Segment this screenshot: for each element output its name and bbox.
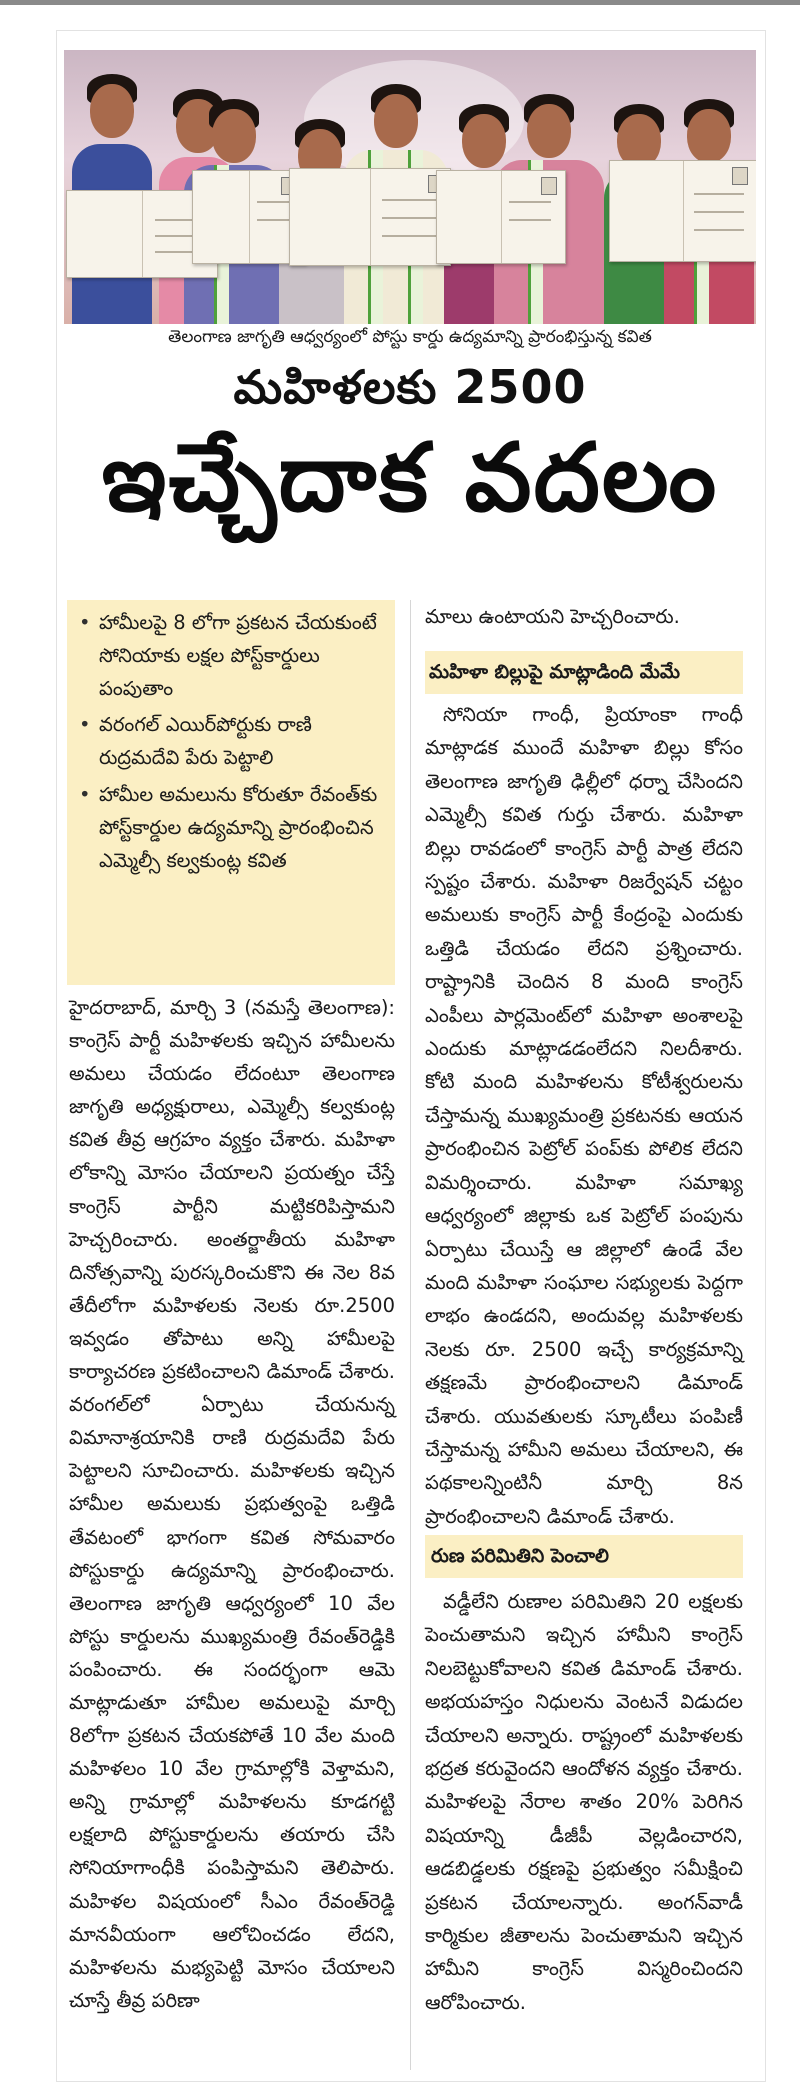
subheading-women-bill: మహిళా బిల్లుపై మాట్లాడింది మేమే bbox=[425, 651, 743, 694]
bullet-icon: • bbox=[79, 783, 91, 806]
highlight-text: హామీలపై 8 లోగా ప్రకటన చేయకుంటే సోనియాకు లక్షల పోస్ట్‌కార్డులు పంపుతాం bbox=[99, 611, 377, 700]
photo-caption: తెలంగాణ జాగృతి ఆధ్వర్యంలో పోస్టు కార్డు ఉద్యమాన్ని ప్రారంభిస్తున్న కవిత bbox=[168, 327, 652, 347]
highlight-text: హామీల అమలును కోరుతూ రేవంత్‌కు పోస్ట్‌కార్డుల ఉద్యమాన్ని ప్రారంభించిన ఎమ్మెల్సీ కల్వకుంట్ల కవిత bbox=[99, 783, 378, 872]
postcard-held bbox=[436, 170, 566, 264]
top-rule bbox=[0, 0, 800, 5]
article-body-left: హైదరాబాద్, మార్చి 3 (నమస్తే తెలంగాణ): కాంగ్రెస్ పార్టీ మహిళలకు ఇచ్చిన హామీలను అమలు చేయడం లేదంటూ తెలంగాణ జాగృతి అధ్యక్షురాలు, ఎమ్మెల్సీ కల్వకుంట్ల కవిత తీవ్ర ఆగ్రహం వ్యక్తం చేశారు. మహిళా లోకాన్ని మోసం చేయాలని ప్రయత్నం చేస్తే కాంగ్రెస్ పార్టీని మట్టికరిపిస్తామని హెచ్చరించారు. అంతర్జాతీయ మహిళా దినోత్సవాన్ని పురస్కరించుకొని ఈ నెల 8వ తేదీలోగా మహిళలకు నెలకు రూ.2500 ఇవ్వడం తోపాటు అన్ని హామీలపై కార్యాచరణ ప్రకటించాలని డిమాండ్ చేశారు. వరంగల్‌లో ఏర్పాటు చేయనున్న విమానాశ్రయానికి రాణి రుద్రమదేవి పేరు పెట్టాలని సూచించారు. మహిళలకు ఇచ్చిన హామీల అమలుకు ప్రభుత్వంపై ఒత్తిడి తేవటంలో భాగంగా కవిత సోమవారం పోస్టుకార్డు ఉద్యమాన్ని ప్రారంభించారు. తెలంగాణ జాగృతి ఆధ్వర్యంలో 10 వేల పోస్టు కార్డులను ముఖ్యమంత్రి రేవంత్‌రెడ్డికి పంపించారు. ఈ సందర్భంగా ఆమె మాట్లాడుతూ హామీల అమలుపై మార్చి 8లోగా ప్రకటన చేయకపోతే 10 వేల మంది మహిళలం 10 వేల గ్రామాల్లోకి వెళ్తామని, అన్ని గ్రామాల్లో మహిళలను కూడగట్టి లక్షలాది పోస్టుకార్డులను తయారు చేసి సోనియాగాంధీకి పంపిస్తామని తెలిపారు. మహిళల విషయంలో సీఎం రేవంత్‌రెడ్డి మానవీయంగా ఆలోచించడం లేదని, మహిళలను మభ్యపెట్టి మోసం చేయాలని చూస్తే తీవ్ర పరిణా bbox=[69, 996, 395, 2012]
news-photo bbox=[64, 50, 756, 324]
highlight-item bbox=[79, 778, 389, 877]
headline-kicker: మహిళలకు 2500 bbox=[233, 360, 587, 414]
article-body-right-continued: మాలు ఉంటాయని హెచ్చరించారు. bbox=[425, 605, 680, 628]
article-body-right-bottom: వడ్డీలేని రుణాల పరిమితిని 20 లక్షలకు పెంచుతామని ఇచ్చిన హామీని కాంగ్రెస్ నిలబెట్టుకోవాలని కవిత డిమాండ్ చేశారు. అభయహస్తం నిధులను వెంటనే విడుదల చేయాలని అన్నారు. రాష్ట్రంలో మహిళలకు భద్రత కరువైందని ఆందోళన వ్యక్తం చేశారు. మహిళలపై నేరాల శాతం 20% పెరిగిన విషయాన్ని డీజీపీ వెల్లడించారని, ఆడబిడ్డలకు రక్షణపై ప్రభుత్వం సమీక్షించి ప్రకటన చేయాలన్నారు. అంగన్‌వాడీ కార్మికుల జీతాలను పెంచుతామని ఇచ్చిన హామీని కాంగ్రెస్ విస్మరించిందని ఆరోపించారు. bbox=[425, 1590, 743, 2014]
highlights-box bbox=[67, 600, 395, 985]
postcard-held bbox=[289, 168, 451, 266]
bullet-icon: • bbox=[79, 611, 91, 634]
postcard-held bbox=[609, 160, 756, 262]
highlight-text: వరంగల్ ఎయిర్‌పోర్టుకు రాణి రుద్రమదేవి పేరు పెట్టాలి bbox=[99, 713, 312, 769]
highlight-item bbox=[79, 708, 389, 774]
subheading-loan-limit: రుణ పరిమితిని పెంచాలి bbox=[425, 1535, 743, 1578]
bullet-icon: • bbox=[79, 713, 91, 736]
column-divider bbox=[410, 600, 411, 2070]
headline-main: ఇచ్చేదాక వదలం bbox=[101, 424, 719, 533]
article-body-right-mid: సోనియా గాంధీ, ప్రియాంకా గాంధీ మాట్లాడక ముందే మహిళా బిల్లు కోసం తెలంగాణ జాగృతి ఢిల్లీలో ధర్నా చేసిందని ఎమ్మెల్సీ కవిత గుర్తు చేశారు. మహిళా బిల్లు రావడంలో కాంగ్రెస్ పార్టీ పాత్ర లేదని స్పష్టం చేశారు. మహిళా రిజర్వేషన్ చట్టం అమలుకు కాంగ్రెస్ పార్టీ కేంద్రంపై ఎందుకు ఒత్తిడి చేయడం లేదని ప్రశ్నించారు. రాష్ట్రానికి చెందిన 8 మంది కాంగ్రెస్ ఎంపీలు పార్లమెంట్‌లో మహిళా అంశాలపై ఎందుకు మాట్లాడడంలేదని నిలదీశారు. కోటి మంది మహిళలను కోటీశ్వరులను చేస్తామన్న ముఖ్యమంత్రి ప్రకటనకు ఆయన ప్రారంభించిన పెట్రోల్ పంప్‌కు పోలిక లేదని విమర్శించారు. మహిళా సమాఖ్య ఆధ్వర్యంలో జిల్లాకు ఒక పెట్రోల్ పంపును ఏర్పాటు చేయిస్తే ఆ జిల్లాలో ఉండే వేల మంది మహిళా సంఘాల సభ్యులకు పెద్దగా లాభం ఉండదని, అందువల్ల మహిళలకు నెలకు రూ. 2500 ఇచ్చే కార్యక్రమాన్ని తక్షణమే ప్రారంభించాలని డిమాండ్ చేశారు. యువతులకు స్కూటీలు పంపిణీ చేస్తామన్న హామీని అమలు చేయాలని, ఈ పథకాలన్నింటినీ మార్చి 8న ప్రారంభించాలని డిమాండ్ చేశారు. bbox=[425, 703, 743, 1528]
highlight-item bbox=[79, 606, 389, 705]
